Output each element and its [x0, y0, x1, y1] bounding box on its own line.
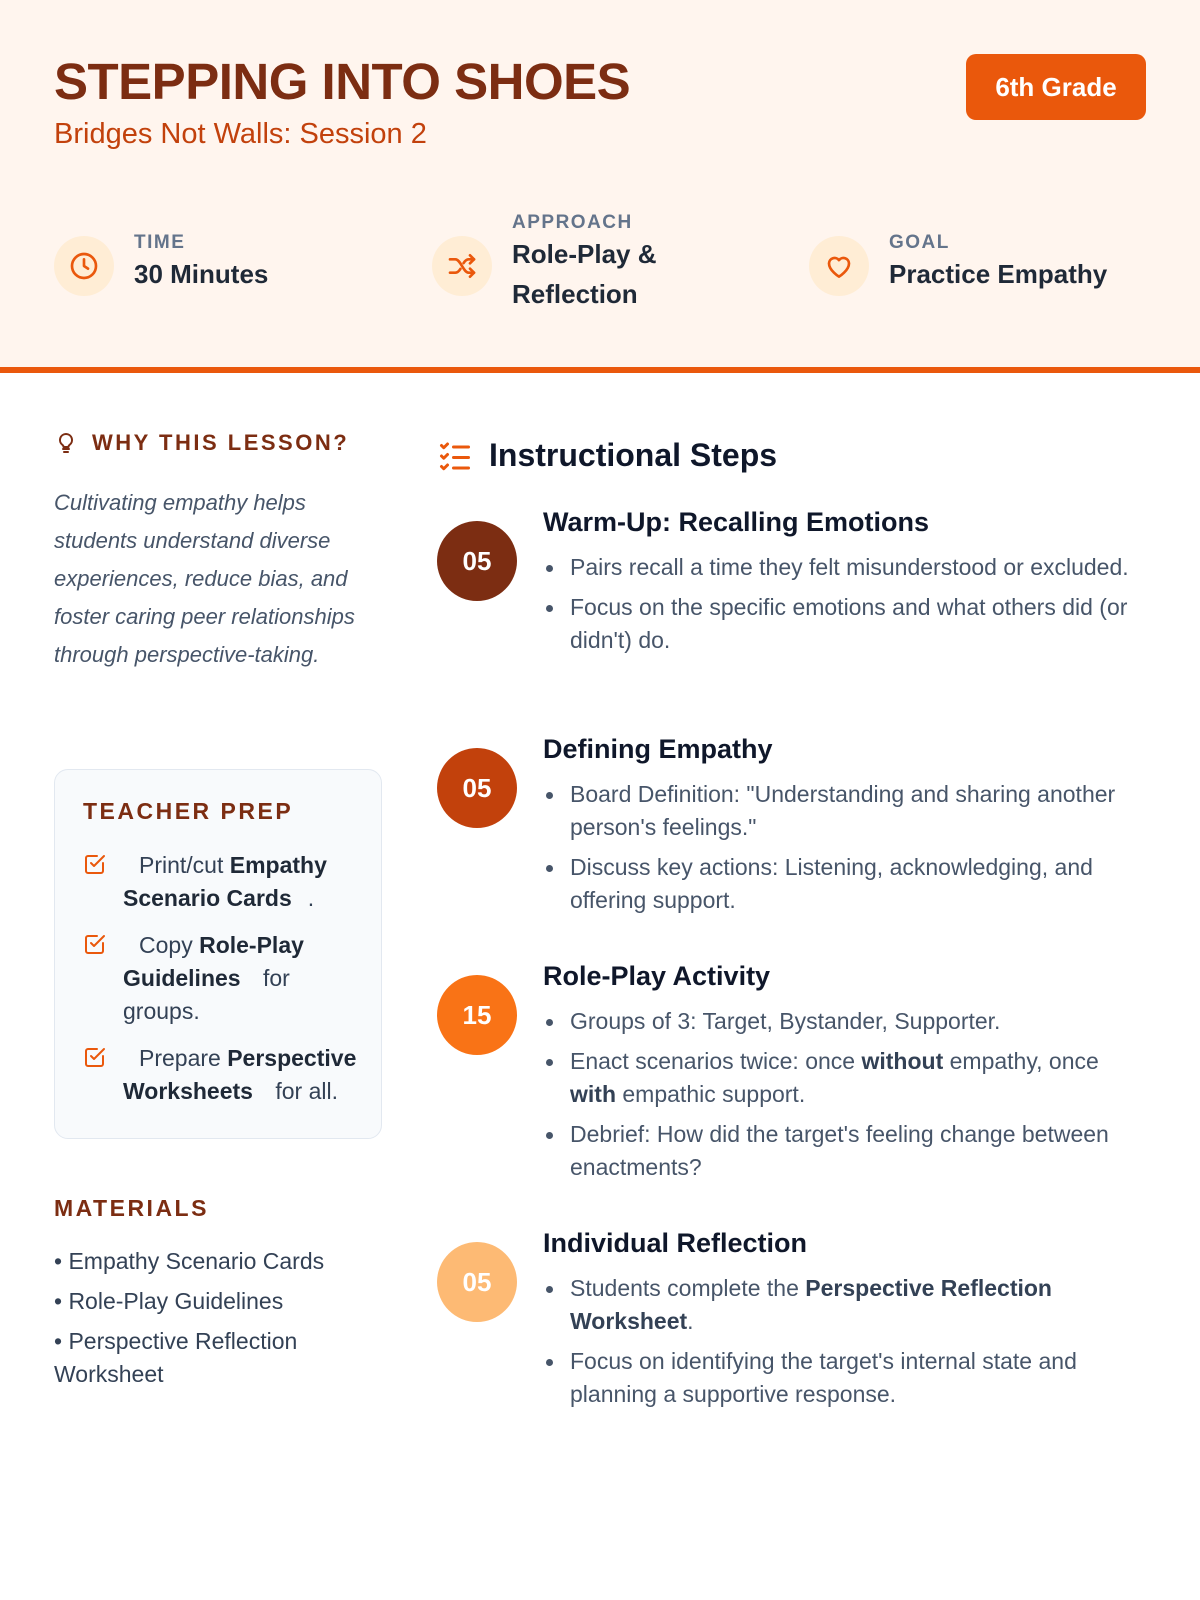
step-title: Individual Reflection	[543, 1228, 808, 1258]
meta-time-value: 30 Minutes	[134, 259, 269, 289]
prep-item: Print/cut Empathy Scenario Cards .	[83, 849, 381, 915]
meta-time-label: TIME	[134, 232, 186, 253]
meta-goal	[809, 212, 1149, 296]
step-minutes-badge: 05	[437, 521, 517, 601]
steps-heading-row	[437, 437, 777, 474]
meta-goal-value: Practice Empathy	[889, 259, 1108, 289]
why-text: Cultivating empathy helps students understand diverse experiences, reduce bias, and foster caring peer relationships through perspective-taking.	[54, 490, 355, 667]
teacher-prep-card	[54, 769, 382, 1139]
materials-item: • Empathy Scenario Cards	[54, 1248, 325, 1274]
step-bullet: Board Definition: "Understanding and sharing another person's feelings."	[543, 778, 1148, 844]
materials-item: • Role-Play Guidelines	[54, 1288, 284, 1314]
step-bullet: Pairs recall a time they felt misunderstood or excluded.	[543, 551, 1148, 584]
step-bullet: Groups of 3: Target, Bystander, Supporter.	[543, 1005, 1148, 1038]
step-bullet: Enact scenarios twice: once without empathy, once with empathic support.	[543, 1045, 1148, 1111]
teacher-prep-heading: TEACHER PREP	[83, 798, 294, 824]
step-bullets	[543, 778, 1148, 924]
heart-icon	[809, 236, 869, 296]
step-bullet: Debrief: How did the target's feeling change between enactments?	[543, 1118, 1148, 1184]
meta-time	[54, 212, 324, 296]
why-heading: WHY THIS LESSON?	[92, 430, 350, 455]
shuffle-icon	[432, 236, 492, 296]
clock-icon	[54, 236, 114, 296]
materials-heading: MATERIALS	[54, 1195, 209, 1221]
materials-item: • Perspective Reflection Worksheet	[54, 1328, 298, 1387]
step-minutes-badge: 05	[437, 1242, 517, 1322]
lesson-header	[0, 0, 1200, 373]
page-title: STEPPING INTO SHOES	[54, 53, 631, 110]
steps-heading: Instructional Steps	[489, 437, 778, 473]
page-subtitle: Bridges Not Walls: Session 2	[54, 118, 427, 150]
step-minutes-badge: 05	[437, 748, 517, 828]
step-bullet: Discuss key actions: Listening, acknowledging, and offering support.	[543, 851, 1148, 917]
lightbulb-icon	[54, 431, 78, 455]
step-title: Defining Empathy	[543, 734, 773, 764]
checklist-icon	[437, 438, 473, 474]
step-bullets	[543, 1272, 1148, 1418]
checkbox-checked-icon	[83, 932, 107, 956]
meta-goal-label: GOAL	[889, 232, 950, 253]
materials-list	[54, 1245, 354, 1398]
step-bullets	[543, 1005, 1148, 1191]
step-title: Warm-Up: Recalling Emotions	[543, 507, 930, 537]
meta-approach-value: Role-Play & Reflection	[512, 239, 657, 309]
grade-badge: 6th Grade	[966, 54, 1146, 120]
step-bullet: Focus on identifying the target's internal state and planning a supportive response.	[543, 1345, 1148, 1411]
step-title: Role-Play Activity	[543, 961, 771, 991]
checkbox-checked-icon	[83, 852, 107, 876]
step-bullets	[543, 551, 1148, 664]
prep-item: Copy Role-Play Guidelines for groups.	[83, 929, 381, 1028]
prep-item: Prepare Perspective Worksheets for all.	[83, 1042, 381, 1108]
meta-approach	[432, 212, 702, 314]
meta-approach-label: APPROACH	[512, 212, 633, 233]
step-bullet: Students complete the Perspective Reflection Worksheet.	[543, 1272, 1148, 1338]
why-section	[54, 430, 384, 674]
teacher-prep-list	[83, 849, 381, 1108]
step-bullet: Focus on the specific emotions and what others did (or didn't) do.	[543, 591, 1148, 657]
checkbox-checked-icon	[83, 1045, 107, 1069]
step-minutes-badge: 15	[437, 975, 517, 1055]
